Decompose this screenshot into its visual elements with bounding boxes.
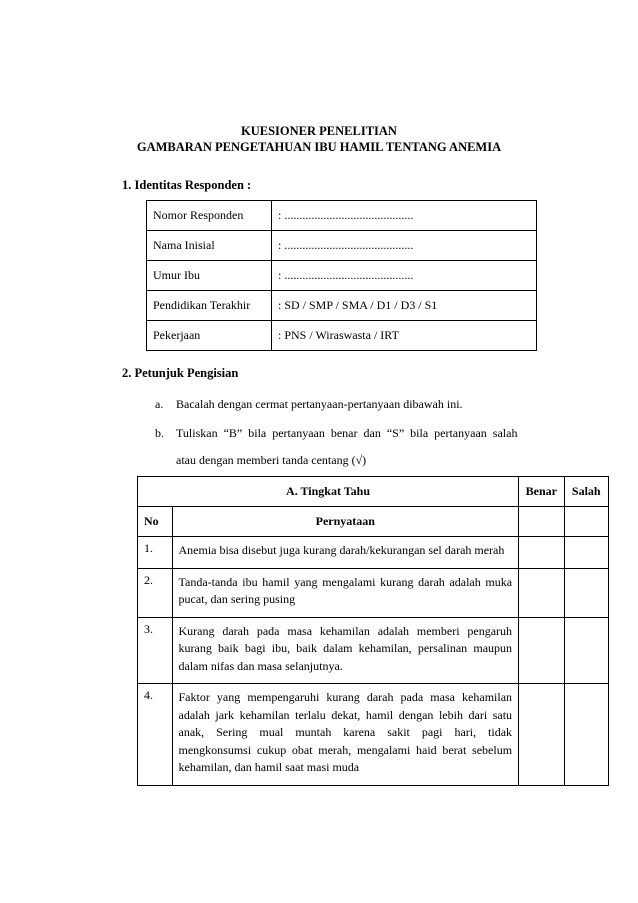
identity-value: : SD / SMP / SMA / D1 / D3 / S1: [272, 291, 537, 321]
answer-cell-salah[interactable]: [564, 684, 608, 786]
answer-cell-benar[interactable]: [519, 507, 564, 537]
row-number: 1.: [138, 537, 173, 569]
identity-row: [147, 321, 537, 351]
section-2-heading: 2. Petunjuk Pengisian: [122, 366, 239, 380]
section-title: A. Tingkat Tahu: [138, 477, 519, 507]
identity-value: : ...........................................: [272, 261, 537, 291]
identity-row: [147, 231, 537, 261]
statement-text: Faktor yang mempengaruhi kurang darah pada masa kehamilan adalah jark kehamilan terlalu dekat, hamil dengan lebih dari satu anak, Sering mual muntah karena sakit pagi hari, tidak mengkonsumsi cukup obat merah, mengalami haid berat sebelum kehamilan, dan hamil saat masi muda: [172, 684, 519, 786]
table-section-header-row: [138, 477, 609, 507]
answer-cell-benar[interactable]: [519, 568, 564, 617]
answer-cell-salah[interactable]: [564, 568, 608, 617]
column-header-salah: Salah: [564, 477, 608, 507]
answer-cell-salah[interactable]: [564, 507, 608, 537]
column-header-no: No: [138, 507, 173, 537]
statement-text: Kurang darah pada masa kehamilan adalah memberi pengaruh kurang baik bagi ibu, baik dalam kehamilan, persalinan maupun dalam nifas dan masa selanjutnya.: [172, 617, 519, 684]
identity-value: : ...........................................: [272, 201, 537, 231]
identity-label: Pekerjaan: [147, 321, 272, 351]
identity-label: Nomor Responden: [147, 201, 272, 231]
column-header-pernyataan: Pernyataan: [172, 507, 519, 537]
identity-value: : PNS / Wiraswasta / IRT: [272, 321, 537, 351]
column-header-benar: Benar: [519, 477, 564, 507]
table-column-header-row: [138, 507, 609, 537]
questionnaire-table: [137, 476, 609, 786]
statement-text: Tanda-tanda ibu hamil yang mengalami kurang darah adalah muka pucat, dan sering pusing: [172, 568, 519, 617]
instruction-b-line-1: Tuliskan “B” bila pertanyaan benar dan “S” bila pertanyaan salah: [176, 426, 518, 440]
statement-text: Anemia bisa disebut juga kurang darah/kekurangan sel darah merah: [172, 537, 519, 569]
section-1-heading: 1. Identitas Responden :: [122, 178, 252, 192]
table-row: [138, 617, 609, 684]
answer-cell-benar[interactable]: [519, 684, 564, 786]
answer-cell-benar[interactable]: [519, 617, 564, 684]
identity-label: Umur Ibu: [147, 261, 272, 291]
identity-table: [146, 200, 537, 351]
title-line-2: GAMBARAN PENGETAHUAN IBU HAMIL TENTANG ANEMIA: [136, 140, 502, 154]
answer-cell-salah[interactable]: [564, 617, 608, 684]
identity-row: [147, 201, 537, 231]
identity-label: Nama Inisial: [147, 231, 272, 261]
row-number: 2.: [138, 568, 173, 617]
identity-value: : ...........................................: [272, 231, 537, 261]
instruction-a: Bacalah dengan cermat pertanyaan-pertanyaan dibawah ini.: [176, 397, 463, 411]
title-line-1: KUESIONER PENELITIAN: [241, 124, 397, 138]
identity-row: [147, 261, 537, 291]
identity-row: [147, 291, 537, 321]
answer-cell-benar[interactable]: [519, 537, 564, 569]
row-number: 3.: [138, 617, 173, 684]
table-row: [138, 568, 609, 617]
table-row: [138, 684, 609, 786]
answer-cell-salah[interactable]: [564, 537, 608, 569]
identity-label: Pendidikan Terakhir: [147, 291, 272, 321]
row-number: 4.: [138, 684, 173, 786]
instruction-a-marker: a.: [155, 397, 164, 411]
instruction-b-line-2: atau dengan memberi tanda centang (√): [176, 453, 367, 467]
instruction-b-marker: b.: [155, 426, 164, 440]
table-row: [138, 537, 609, 569]
